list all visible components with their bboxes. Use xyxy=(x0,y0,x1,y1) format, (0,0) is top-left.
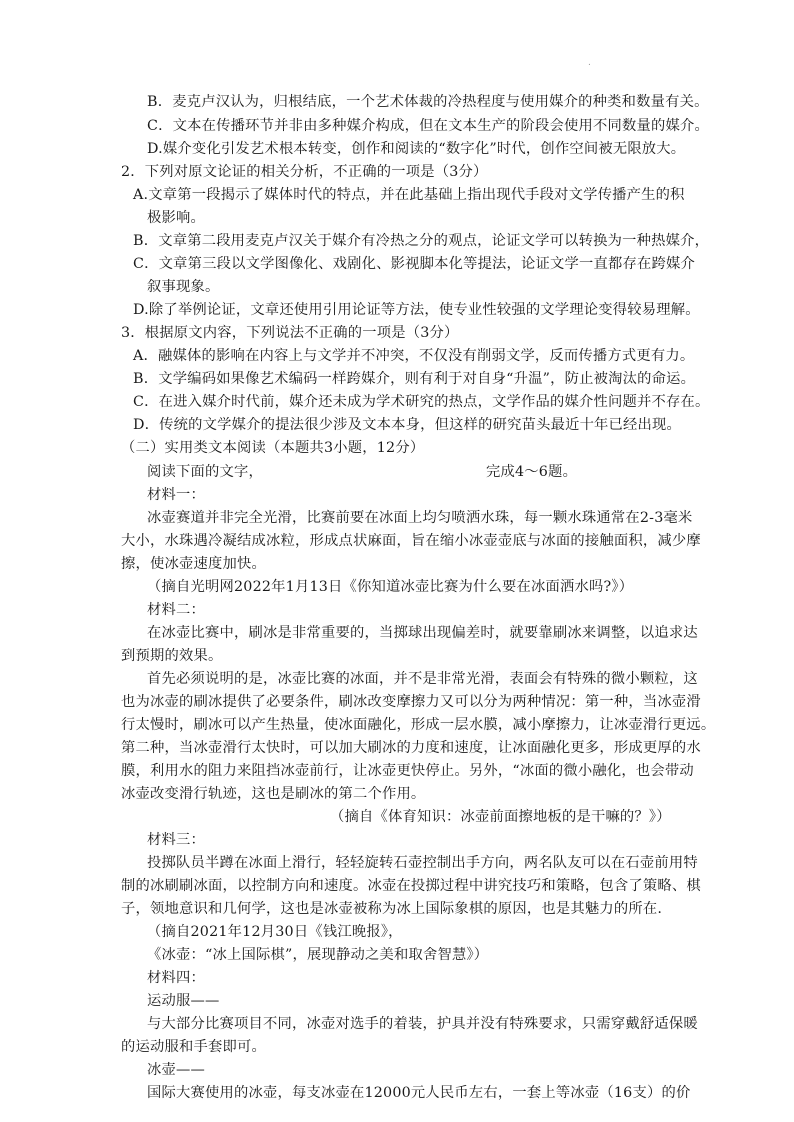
text-line: 与大部分比赛项目不同，冰壶对选手的着装，护具并没有特殊要求，只需穿戴舒适保暖 xyxy=(147,1016,698,1032)
source-citation: 《冰壶：“冰上国际棋”，展现静动之美和取舍智慧》） xyxy=(147,947,489,963)
text-line: 行太慢时，刷冰可以产生热量，使冰面融化，形成一层水膜，减小摩擦力，让冰壶滑行更远。 xyxy=(121,717,716,733)
text-line: A．融媒体的影响在内容上与文学并不冲突，不仅没有削弱文学，反而传播方式更有力。 xyxy=(133,348,695,364)
text-line: D.除了举例论证，文章还使用引用论证等方法，使专业性较强的文学理论变得较易理解。 xyxy=(133,302,700,318)
text-line: 第二种，当冰壶滑行太快时，可以加大刷冰的力度和速度，让冰面融化更多，形成更厚的水 xyxy=(121,740,701,756)
text-line: 投掷队员半蹲在冰面上滑行，轻轻旋转石壶控制出手方向，两名队友可以在石壶前用特 xyxy=(147,855,698,871)
text-line: 的运动服和手套即可。 xyxy=(121,1039,266,1055)
text-line: 擦，使冰壶速度加快。 xyxy=(121,556,266,572)
source-citation: （摘自光明网2022年1月13日《你知道冰壶比赛为什么要在冰面洒水吗?》） xyxy=(147,579,634,595)
text-line: 在冰壶比赛中，刷冰是非常重要的，当掷球出现偏差时，就要靠刷冰来调整，以追求达 xyxy=(147,625,698,641)
material-heading: 材料四： xyxy=(147,970,205,986)
page-mark: . xyxy=(588,58,591,68)
material-heading: 材料三： xyxy=(147,832,205,848)
text-line: 叙事现象。 xyxy=(147,279,220,295)
text-line: B．文学编码如果像艺术编码一样跨媒介，则有利于对自身“升温”，防止被淘汰的命运。 xyxy=(133,371,696,387)
text-line: 国际大赛使用的冰壶，每支冰壶在12000元人民币左右，一套上等冰壶（16支）的价 xyxy=(147,1085,691,1101)
text-line: 制的冰刷刷冰面，以控制方向和速度。冰壶在投掷过程中讲究技巧和策略，包含了策略、棋 xyxy=(121,878,701,894)
source-citation: （摘自《体育知识：冰壶前面擦地板的是干嘛的？》） xyxy=(330,809,671,825)
text-line: 到预期的效果。 xyxy=(121,648,223,664)
text-line: 大小，水珠遇冷凝结成冰粒，形成点状麻面，旨在缩小冰壶壶底与冰面的接触面积，减少摩 xyxy=(121,533,701,549)
material-heading: 材料二： xyxy=(147,602,205,618)
text-line: 首先必须说明的是，冰壶比赛的冰面，并不是非常光滑，表面会有特殊的微小颗粒，这 xyxy=(147,671,698,687)
text-line: 也为冰壶的刷冰提供了必要条件，刷冰改变摩擦力又可以分为两种情况：第一种，当冰壶滑 xyxy=(121,694,701,710)
text-line: B．麦克卢汉认为，归根结底，一个艺术体裁的冷热程度与使用媒介的种类和数量有关。 xyxy=(147,94,709,110)
subheading: 运动服—— xyxy=(147,993,220,1009)
text-line: D.媒介变化引发艺术根本转变，创作和阅读的“数字化”时代，创作空间被无限放大。 xyxy=(147,141,686,157)
text-line: 子，领地意识和几何学，这也是冰壶被称为冰上国际象棋的原因，也是其魅力的所在. xyxy=(121,901,663,917)
text-line: 极影响。 xyxy=(147,210,205,226)
text-line: D．传统的文学媒介的提法很少涉及文本本身，但这样的研究苗头最近十年已经出现。 xyxy=(133,417,682,433)
text-line: 冰壶改变滑行轨迹，这也是刷冰的第二个作用。 xyxy=(121,786,426,802)
text-line: C．文章第三段以文学图像化、戏剧化、影视脚本化等提法，论证文学一直都存在跨媒介 xyxy=(133,256,696,272)
source-citation: （摘自2021年12月30日《钱江晚报》， xyxy=(147,924,403,940)
text-line: B．文章第二段用麦克卢汉关于媒介有冷热之分的观点，论证文学可以转换为一种热媒介， xyxy=(133,233,710,249)
text-line: 阅读下面的文字， xyxy=(147,464,263,480)
text-line: 膜，利用水的阻力来阻挡冰壶前行，让冰壶更快停止。另外，“冰面的微小融化，也会带动 xyxy=(121,763,694,779)
text-line: 完成4～6题。 xyxy=(486,464,578,480)
question-2-stem: 2．下列对原文论证的相关分析，不正确的一项是（3分） xyxy=(121,164,488,180)
material-heading: 材料一： xyxy=(147,487,205,503)
text-line: 冰壶赛道并非完全光滑，比赛前要在冰面上均匀喷洒水珠，每一颗水珠通常在2-3毫米 xyxy=(147,510,693,526)
section-heading: （二）实用类文本阅读（本题共3小题，12分） xyxy=(121,440,425,456)
subheading: 冰壶—— xyxy=(147,1062,205,1078)
text-line: A.文章第一段揭示了媒体时代的特点，并在此基础上指出现代手段对文学传播产生的积 xyxy=(133,187,685,203)
question-3-stem: 3．根据原文内容，下列说法不正确的一项是（3分） xyxy=(121,325,459,341)
text-line: C．文本在传播环节并非由多种媒介构成，但在文本生产的阶段会使用不同数量的媒介。 xyxy=(147,118,710,134)
text-line: C．在进入媒介时代前，媒介还未成为学术研究的热点，文学作品的媒介性问题并不存在。 xyxy=(133,394,710,410)
